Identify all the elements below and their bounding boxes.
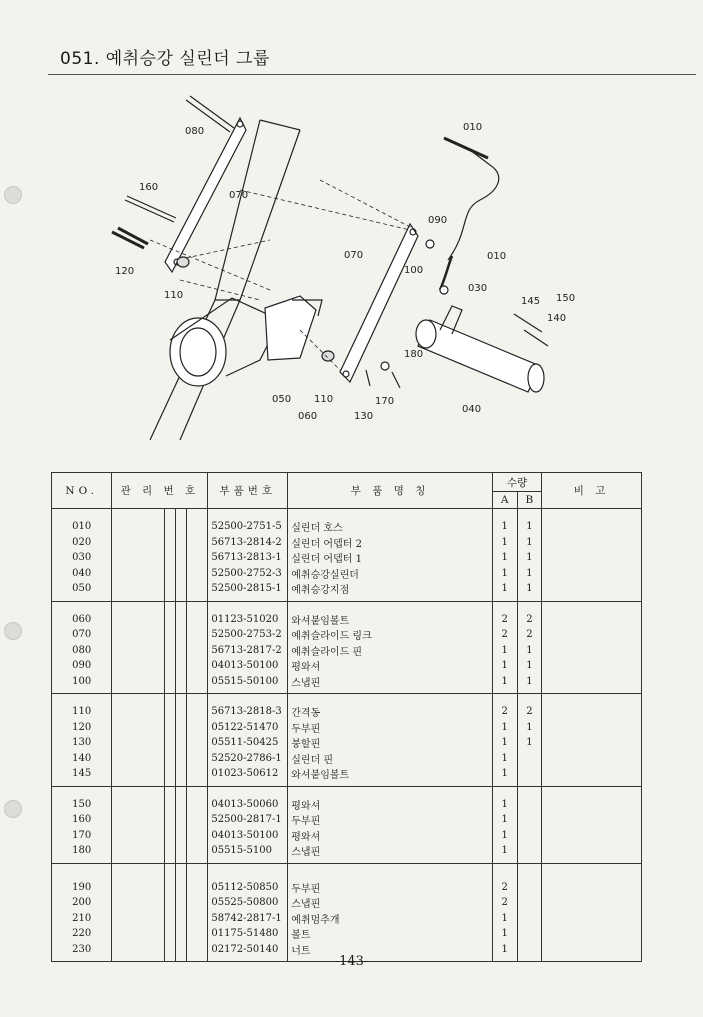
table-row (52, 658, 642, 674)
management-cell (165, 674, 176, 694)
management-cell (175, 911, 186, 927)
part-number-cell: 04013-50100 (208, 658, 288, 674)
management-cell (175, 694, 186, 720)
management-cell (165, 550, 176, 566)
management-cell (165, 926, 176, 942)
note-cell (542, 550, 642, 566)
header-qty-b: B (517, 492, 542, 509)
management-cell (186, 581, 208, 601)
part-name-cell: 와셔붙임볼트 (288, 766, 493, 786)
part-number-cell: 05112-50850 (208, 863, 288, 895)
qty-b-cell: 2 (517, 694, 542, 720)
callout-label: 180 (404, 349, 424, 360)
table-row (52, 786, 642, 812)
callout-label: 070 (344, 250, 364, 261)
management-cell (175, 566, 186, 582)
callout-label: 100 (404, 265, 424, 276)
part-number-cell: 05525-50800 (208, 895, 288, 911)
parts-table (51, 472, 642, 962)
table-row (52, 911, 642, 927)
management-cell (186, 828, 208, 844)
qty-b-cell: 1 (517, 658, 542, 674)
callout-label: 150 (556, 293, 576, 304)
management-cell (175, 895, 186, 911)
qty-a-cell: 1 (492, 911, 517, 927)
management-cell (175, 766, 186, 786)
management-cell (112, 694, 165, 720)
management-cell (186, 751, 208, 767)
management-cell (112, 581, 165, 601)
management-cell (165, 658, 176, 674)
part-index-cell: 145 (52, 766, 112, 786)
qty-a-cell: 1 (492, 658, 517, 674)
note-cell (542, 581, 642, 601)
management-cell (112, 535, 165, 551)
management-cell (112, 735, 165, 751)
part-number-cell: 04013-50060 (208, 786, 288, 812)
note-cell (542, 895, 642, 911)
part-number-cell: 05122-51470 (208, 720, 288, 736)
table-row (52, 674, 642, 694)
management-cell (165, 581, 176, 601)
part-name-cell: 스냅핀 (288, 674, 493, 694)
part-index-cell: 050 (52, 581, 112, 601)
table-row (52, 509, 642, 535)
management-cell (165, 786, 176, 812)
header-quantity: 수량 (492, 473, 541, 492)
part-number-cell: 01175-51480 (208, 926, 288, 942)
qty-a-cell: 2 (492, 895, 517, 911)
management-cell (112, 509, 165, 535)
management-cell (165, 643, 176, 659)
management-cell (186, 766, 208, 786)
management-cell (112, 926, 165, 942)
part-name-cell: 너트 (288, 942, 493, 962)
management-cell (112, 720, 165, 736)
management-cell (175, 658, 186, 674)
qty-a-cell: 1 (492, 926, 517, 942)
note-cell (542, 926, 642, 942)
management-cell (175, 509, 186, 535)
qty-b-cell (517, 926, 542, 942)
note-cell (542, 566, 642, 582)
part-number-cell: 02172-50140 (208, 942, 288, 962)
qty-a-cell: 2 (492, 863, 517, 895)
part-number-cell: 01023-50612 (208, 766, 288, 786)
title-divider (48, 74, 696, 75)
management-cell (186, 863, 208, 895)
qty-b-cell (517, 863, 542, 895)
part-index-cell: 110 (52, 694, 112, 720)
management-cell (186, 812, 208, 828)
part-name-cell: 예취멈추개 (288, 911, 493, 927)
punch-hole (4, 800, 22, 818)
qty-a-cell: 1 (492, 643, 517, 659)
part-name-cell: 평와셔 (288, 786, 493, 812)
part-index-cell: 060 (52, 601, 112, 627)
management-cell (186, 658, 208, 674)
part-index-cell: 190 (52, 863, 112, 895)
part-number-cell: 56713-2818-3 (208, 694, 288, 720)
part-number-cell: 52500-2815-1 (208, 581, 288, 601)
management-cell (112, 751, 165, 767)
qty-a-cell: 1 (492, 942, 517, 962)
table-row (52, 863, 642, 895)
management-cell (175, 812, 186, 828)
management-cell (112, 658, 165, 674)
qty-b-cell (517, 895, 542, 911)
qty-b-cell (517, 843, 542, 863)
table-row (52, 843, 642, 863)
qty-b-cell: 1 (517, 643, 542, 659)
qty-b-cell: 2 (517, 601, 542, 627)
management-cell (175, 926, 186, 942)
callout-label: 050 (272, 394, 292, 405)
management-cell (165, 843, 176, 863)
part-number-cell: 56713-2814-2 (208, 535, 288, 551)
part-name-cell: 볼트 (288, 926, 493, 942)
callout-label: 145 (521, 296, 541, 307)
part-name-cell: 간격동 (288, 694, 493, 720)
qty-a-cell: 2 (492, 601, 517, 627)
table-row (52, 601, 642, 627)
part-number-cell: 05511-50425 (208, 735, 288, 751)
qty-a-cell: 1 (492, 786, 517, 812)
part-name-cell: 실린더 핀 (288, 751, 493, 767)
qty-a-cell: 1 (492, 550, 517, 566)
management-cell (175, 627, 186, 643)
note-cell (542, 601, 642, 627)
management-cell (186, 735, 208, 751)
management-cell (165, 751, 176, 767)
management-cell (175, 735, 186, 751)
table-row (52, 812, 642, 828)
management-cell (165, 895, 176, 911)
management-cell (186, 643, 208, 659)
qty-a-cell: 1 (492, 535, 517, 551)
qty-b-cell (517, 828, 542, 844)
management-cell (165, 766, 176, 786)
qty-a-cell: 1 (492, 766, 517, 786)
management-cell (186, 895, 208, 911)
qty-b-cell: 2 (517, 627, 542, 643)
punch-hole (4, 622, 22, 640)
management-cell (112, 674, 165, 694)
table-row (52, 643, 642, 659)
table-row (52, 550, 642, 566)
part-number-cell: 52500-2752-3 (208, 566, 288, 582)
part-number-cell: 56713-2813-1 (208, 550, 288, 566)
note-cell (542, 843, 642, 863)
management-cell (112, 863, 165, 895)
management-cell (175, 535, 186, 551)
table-row (52, 895, 642, 911)
management-cell (165, 566, 176, 582)
part-name-cell: 스냅핀 (288, 895, 493, 911)
callout-label: 010 (487, 251, 507, 262)
management-cell (175, 863, 186, 895)
part-name-cell: 스냅핀 (288, 843, 493, 863)
part-name-cell: 두부핀 (288, 812, 493, 828)
table-row (52, 751, 642, 767)
note-cell (542, 627, 642, 643)
management-cell (112, 566, 165, 582)
management-cell (175, 828, 186, 844)
table-row (52, 627, 642, 643)
qty-a-cell: 1 (492, 735, 517, 751)
part-name-cell: 실린더 어뎁터 2 (288, 535, 493, 551)
table-row (52, 766, 642, 786)
header-part-name: 부 품 명 칭 (288, 473, 493, 509)
part-index-cell: 120 (52, 720, 112, 736)
management-cell (186, 550, 208, 566)
part-name-cell: 예취슬라이드 링크 (288, 627, 493, 643)
qty-a-cell: 1 (492, 674, 517, 694)
management-cell (175, 786, 186, 812)
header-management-number: 관 리 번 호 (112, 473, 208, 509)
management-cell (112, 895, 165, 911)
qty-a-cell: 1 (492, 843, 517, 863)
management-cell (165, 509, 176, 535)
callout-label: 070 (229, 190, 249, 201)
callout-label: 090 (428, 215, 448, 226)
qty-a-cell: 1 (492, 828, 517, 844)
management-cell (165, 720, 176, 736)
header-no: NO. (52, 473, 112, 509)
qty-b-cell: 1 (517, 674, 542, 694)
management-cell (186, 926, 208, 942)
part-name-cell: 두부핀 (288, 863, 493, 895)
part-index-cell: 070 (52, 627, 112, 643)
note-cell (542, 786, 642, 812)
part-index-cell: 180 (52, 843, 112, 863)
management-cell (165, 911, 176, 927)
callout-label: 060 (298, 411, 318, 422)
management-cell (186, 601, 208, 627)
management-cell (186, 674, 208, 694)
table-row (52, 926, 642, 942)
note-cell (542, 766, 642, 786)
management-cell (165, 627, 176, 643)
part-index-cell: 080 (52, 643, 112, 659)
part-name-cell: 예취승강지점 (288, 581, 493, 601)
management-cell (186, 786, 208, 812)
qty-a-cell: 1 (492, 751, 517, 767)
table-row (52, 828, 642, 844)
qty-b-cell (517, 786, 542, 812)
management-cell (112, 911, 165, 927)
management-cell (186, 627, 208, 643)
part-index-cell: 170 (52, 828, 112, 844)
table-row (52, 581, 642, 601)
qty-b-cell (517, 911, 542, 927)
header-note: 비 고 (542, 473, 642, 509)
management-cell (175, 674, 186, 694)
part-index-cell: 220 (52, 926, 112, 942)
part-index-cell: 230 (52, 942, 112, 962)
callout-label: 010 (463, 122, 483, 133)
header-qty-a: A (492, 492, 517, 509)
part-name-cell: 실린더 어뎁터 1 (288, 550, 493, 566)
qty-b-cell: 1 (517, 720, 542, 736)
part-number-cell: 52500-2817-1 (208, 812, 288, 828)
note-cell (542, 535, 642, 551)
management-cell (165, 535, 176, 551)
part-number-cell: 56713-2817-2 (208, 643, 288, 659)
management-cell (165, 863, 176, 895)
note-cell (542, 509, 642, 535)
part-name-cell: 평와셔 (288, 828, 493, 844)
part-number-cell: 04013-50100 (208, 828, 288, 844)
note-cell (542, 911, 642, 927)
management-cell (175, 643, 186, 659)
management-cell (112, 843, 165, 863)
qty-a-cell: 1 (492, 812, 517, 828)
page-title: 051. 예취승강 실린더 그룹 (60, 49, 270, 69)
callout-label: 130 (354, 411, 374, 422)
part-name-cell: 실린더 호스 (288, 509, 493, 535)
part-number-cell: 52520-2786-1 (208, 751, 288, 767)
management-cell (186, 694, 208, 720)
callout-label: 110 (314, 394, 334, 405)
part-name-cell: 와셔붙임볼트 (288, 601, 493, 627)
parts-table-body (52, 509, 642, 962)
part-number-cell: 05515-50100 (208, 674, 288, 694)
qty-b-cell: 1 (517, 566, 542, 582)
management-cell (186, 843, 208, 863)
note-cell (542, 720, 642, 736)
management-cell (175, 843, 186, 863)
part-number-cell: 05515-5100 (208, 843, 288, 863)
qty-b-cell: 1 (517, 581, 542, 601)
management-cell (165, 812, 176, 828)
qty-a-cell: 2 (492, 694, 517, 720)
part-name-cell: 예취슬라이드 핀 (288, 643, 493, 659)
qty-b-cell: 1 (517, 550, 542, 566)
qty-b-cell: 1 (517, 509, 542, 535)
part-number-cell: 58742-2817-1 (208, 911, 288, 927)
part-number-cell: 52500-2751-5 (208, 509, 288, 535)
note-cell (542, 694, 642, 720)
callout-label: 120 (115, 266, 135, 277)
management-cell (175, 581, 186, 601)
qty-a-cell: 2 (492, 627, 517, 643)
table-row (52, 535, 642, 551)
callout-label: 170 (375, 396, 395, 407)
qty-b-cell (517, 812, 542, 828)
part-index-cell: 040 (52, 566, 112, 582)
qty-b-cell: 1 (517, 535, 542, 551)
part-name-cell: 두부핀 (288, 720, 493, 736)
callout-label: 040 (462, 404, 482, 415)
management-cell (112, 601, 165, 627)
exploded-parts-diagram (0, 80, 703, 460)
management-cell (112, 550, 165, 566)
qty-b-cell: 1 (517, 735, 542, 751)
management-cell (175, 751, 186, 767)
part-name-cell: 예취승강실린더 (288, 566, 493, 582)
management-cell (186, 720, 208, 736)
management-cell (112, 786, 165, 812)
qty-a-cell: 1 (492, 566, 517, 582)
note-cell (542, 643, 642, 659)
note-cell (542, 658, 642, 674)
table-row (52, 694, 642, 720)
management-cell (186, 509, 208, 535)
part-number-cell: 52500-2753-2 (208, 627, 288, 643)
part-index-cell: 030 (52, 550, 112, 566)
qty-a-cell: 1 (492, 509, 517, 535)
qty-a-cell: 1 (492, 720, 517, 736)
note-cell (542, 863, 642, 895)
callout-label: 160 (139, 182, 159, 193)
management-cell (186, 535, 208, 551)
page-number: -143- (334, 954, 369, 969)
qty-b-cell (517, 751, 542, 767)
management-cell (112, 828, 165, 844)
management-cell (186, 566, 208, 582)
header-part-number: 부품번호 (208, 473, 288, 509)
note-cell (542, 828, 642, 844)
callout-label: 030 (468, 283, 488, 294)
part-index-cell: 160 (52, 812, 112, 828)
part-number-cell: 01123-51020 (208, 601, 288, 627)
part-name-cell: 평와셔 (288, 658, 493, 674)
part-index-cell: 130 (52, 735, 112, 751)
part-index-cell: 100 (52, 674, 112, 694)
callout-label: 140 (547, 313, 567, 324)
note-cell (542, 751, 642, 767)
qty-b-cell (517, 766, 542, 786)
part-index-cell: 090 (52, 658, 112, 674)
management-cell (112, 766, 165, 786)
part-index-cell: 140 (52, 751, 112, 767)
part-name-cell: 붕할핀 (288, 735, 493, 751)
note-cell (542, 735, 642, 751)
callout-label: 080 (185, 126, 205, 137)
part-index-cell: 200 (52, 895, 112, 911)
note-cell (542, 674, 642, 694)
part-index-cell: 210 (52, 911, 112, 927)
table-row (52, 735, 642, 751)
management-cell (165, 601, 176, 627)
management-cell (175, 550, 186, 566)
management-cell (186, 911, 208, 927)
management-cell (165, 694, 176, 720)
management-cell (165, 735, 176, 751)
table-row (52, 720, 642, 736)
management-cell (112, 627, 165, 643)
part-index-cell: 010 (52, 509, 112, 535)
management-cell (165, 828, 176, 844)
management-cell (175, 601, 186, 627)
table-row (52, 566, 642, 582)
management-cell (112, 643, 165, 659)
part-index-cell: 150 (52, 786, 112, 812)
management-cell (175, 720, 186, 736)
part-index-cell: 020 (52, 535, 112, 551)
qty-a-cell: 1 (492, 581, 517, 601)
management-cell (112, 812, 165, 828)
note-cell (542, 812, 642, 828)
callout-label: 110 (164, 290, 184, 301)
